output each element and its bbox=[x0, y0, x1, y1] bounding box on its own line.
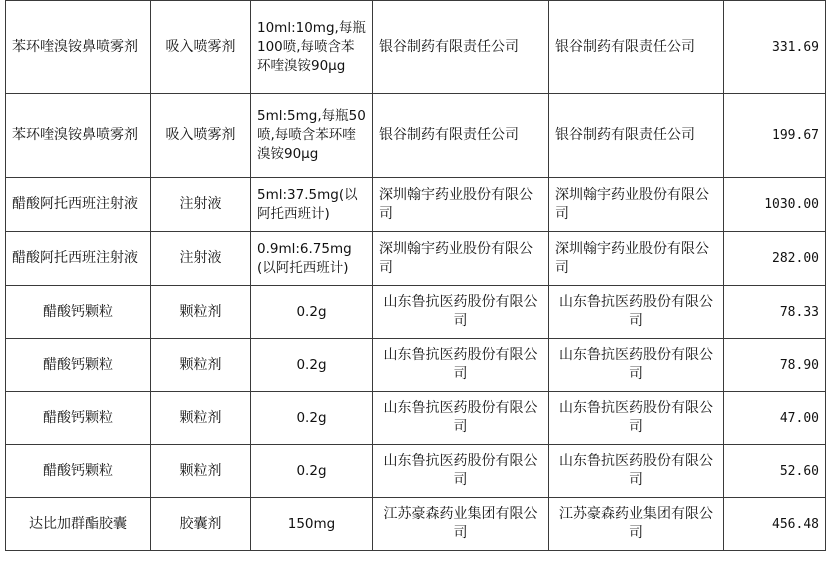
dosage-form-cell: 胶囊剂 bbox=[151, 498, 251, 551]
table-row bbox=[6, 178, 826, 232]
specification-cell: 0.2g bbox=[251, 339, 373, 392]
specification-cell: 150mg bbox=[251, 498, 373, 551]
manufacturer-cell: 深圳翰宇药业股份有限公司 bbox=[549, 232, 724, 286]
price-cell: 52.60 bbox=[724, 445, 826, 498]
dosage-form-cell: 颗粒剂 bbox=[151, 392, 251, 445]
table-row bbox=[6, 498, 826, 551]
table-row bbox=[6, 1, 826, 94]
specification-cell: 5ml:5mg,每瓶50喷,每喷含苯环喹溴铵90μg bbox=[251, 94, 373, 178]
manufacturer-cell: 山东鲁抗医药股份有限公司 bbox=[549, 339, 724, 392]
dosage-form-cell: 吸入喷雾剂 bbox=[151, 1, 251, 94]
dosage-form-cell: 颗粒剂 bbox=[151, 445, 251, 498]
specification-cell: 0.2g bbox=[251, 286, 373, 339]
drug-name-cell: 醋酸阿托西班注射液 bbox=[6, 178, 151, 232]
drug-name-cell: 达比加群酯胶囊 bbox=[6, 498, 151, 551]
specification-cell: 0.9ml:6.75mg(以阿托西班计) bbox=[251, 232, 373, 286]
price-cell: 199.67 bbox=[724, 94, 826, 178]
price-cell: 1030.00 bbox=[724, 178, 826, 232]
drug-name-cell: 醋酸阿托西班注射液 bbox=[6, 232, 151, 286]
specification-cell: 10ml:10mg,每瓶100喷,每喷含苯环喹溴铵90μg bbox=[251, 1, 373, 94]
manufacturer-cell: 山东鲁抗医药股份有限公司 bbox=[549, 392, 724, 445]
applicant-cell: 银谷制药有限责任公司 bbox=[373, 1, 549, 94]
applicant-cell: 山东鲁抗医药股份有限公司 bbox=[373, 339, 549, 392]
manufacturer-cell: 山东鲁抗医药股份有限公司 bbox=[549, 286, 724, 339]
dosage-form-cell: 注射液 bbox=[151, 178, 251, 232]
price-cell: 331.69 bbox=[724, 1, 826, 94]
drug-price-table bbox=[5, 0, 826, 551]
price-cell: 456.48 bbox=[724, 498, 826, 551]
manufacturer-cell: 深圳翰宇药业股份有限公司 bbox=[549, 178, 724, 232]
price-cell: 47.00 bbox=[724, 392, 826, 445]
table-row bbox=[6, 339, 826, 392]
applicant-cell: 银谷制药有限责任公司 bbox=[373, 94, 549, 178]
price-cell: 282.00 bbox=[724, 232, 826, 286]
specification-cell: 0.2g bbox=[251, 392, 373, 445]
dosage-form-cell: 颗粒剂 bbox=[151, 286, 251, 339]
table-row bbox=[6, 445, 826, 498]
table-row bbox=[6, 286, 826, 339]
dosage-form-cell: 颗粒剂 bbox=[151, 339, 251, 392]
manufacturer-cell: 山东鲁抗医药股份有限公司 bbox=[549, 445, 724, 498]
manufacturer-cell: 银谷制药有限责任公司 bbox=[549, 1, 724, 94]
applicant-cell: 山东鲁抗医药股份有限公司 bbox=[373, 445, 549, 498]
specification-cell: 5ml:37.5mg(以阿托西班计) bbox=[251, 178, 373, 232]
price-cell: 78.33 bbox=[724, 286, 826, 339]
drug-name-cell: 苯环喹溴铵鼻喷雾剂 bbox=[6, 1, 151, 94]
drug-name-cell: 醋酸钙颗粒 bbox=[6, 286, 151, 339]
drug-name-cell: 醋酸钙颗粒 bbox=[6, 339, 151, 392]
table-row bbox=[6, 232, 826, 286]
drug-name-cell: 醋酸钙颗粒 bbox=[6, 392, 151, 445]
drug-name-cell: 醋酸钙颗粒 bbox=[6, 445, 151, 498]
table-row bbox=[6, 94, 826, 178]
applicant-cell: 山东鲁抗医药股份有限公司 bbox=[373, 286, 549, 339]
price-cell: 78.90 bbox=[724, 339, 826, 392]
drug-name-cell: 苯环喹溴铵鼻喷雾剂 bbox=[6, 94, 151, 178]
specification-cell: 0.2g bbox=[251, 445, 373, 498]
dosage-form-cell: 吸入喷雾剂 bbox=[151, 94, 251, 178]
applicant-cell: 深圳翰宇药业股份有限公司 bbox=[373, 232, 549, 286]
applicant-cell: 江苏豪森药业集团有限公司 bbox=[373, 498, 549, 551]
applicant-cell: 山东鲁抗医药股份有限公司 bbox=[373, 392, 549, 445]
applicant-cell: 深圳翰宇药业股份有限公司 bbox=[373, 178, 549, 232]
manufacturer-cell: 江苏豪森药业集团有限公司 bbox=[549, 498, 724, 551]
manufacturer-cell: 银谷制药有限责任公司 bbox=[549, 94, 724, 178]
dosage-form-cell: 注射液 bbox=[151, 232, 251, 286]
table-row bbox=[6, 392, 826, 445]
